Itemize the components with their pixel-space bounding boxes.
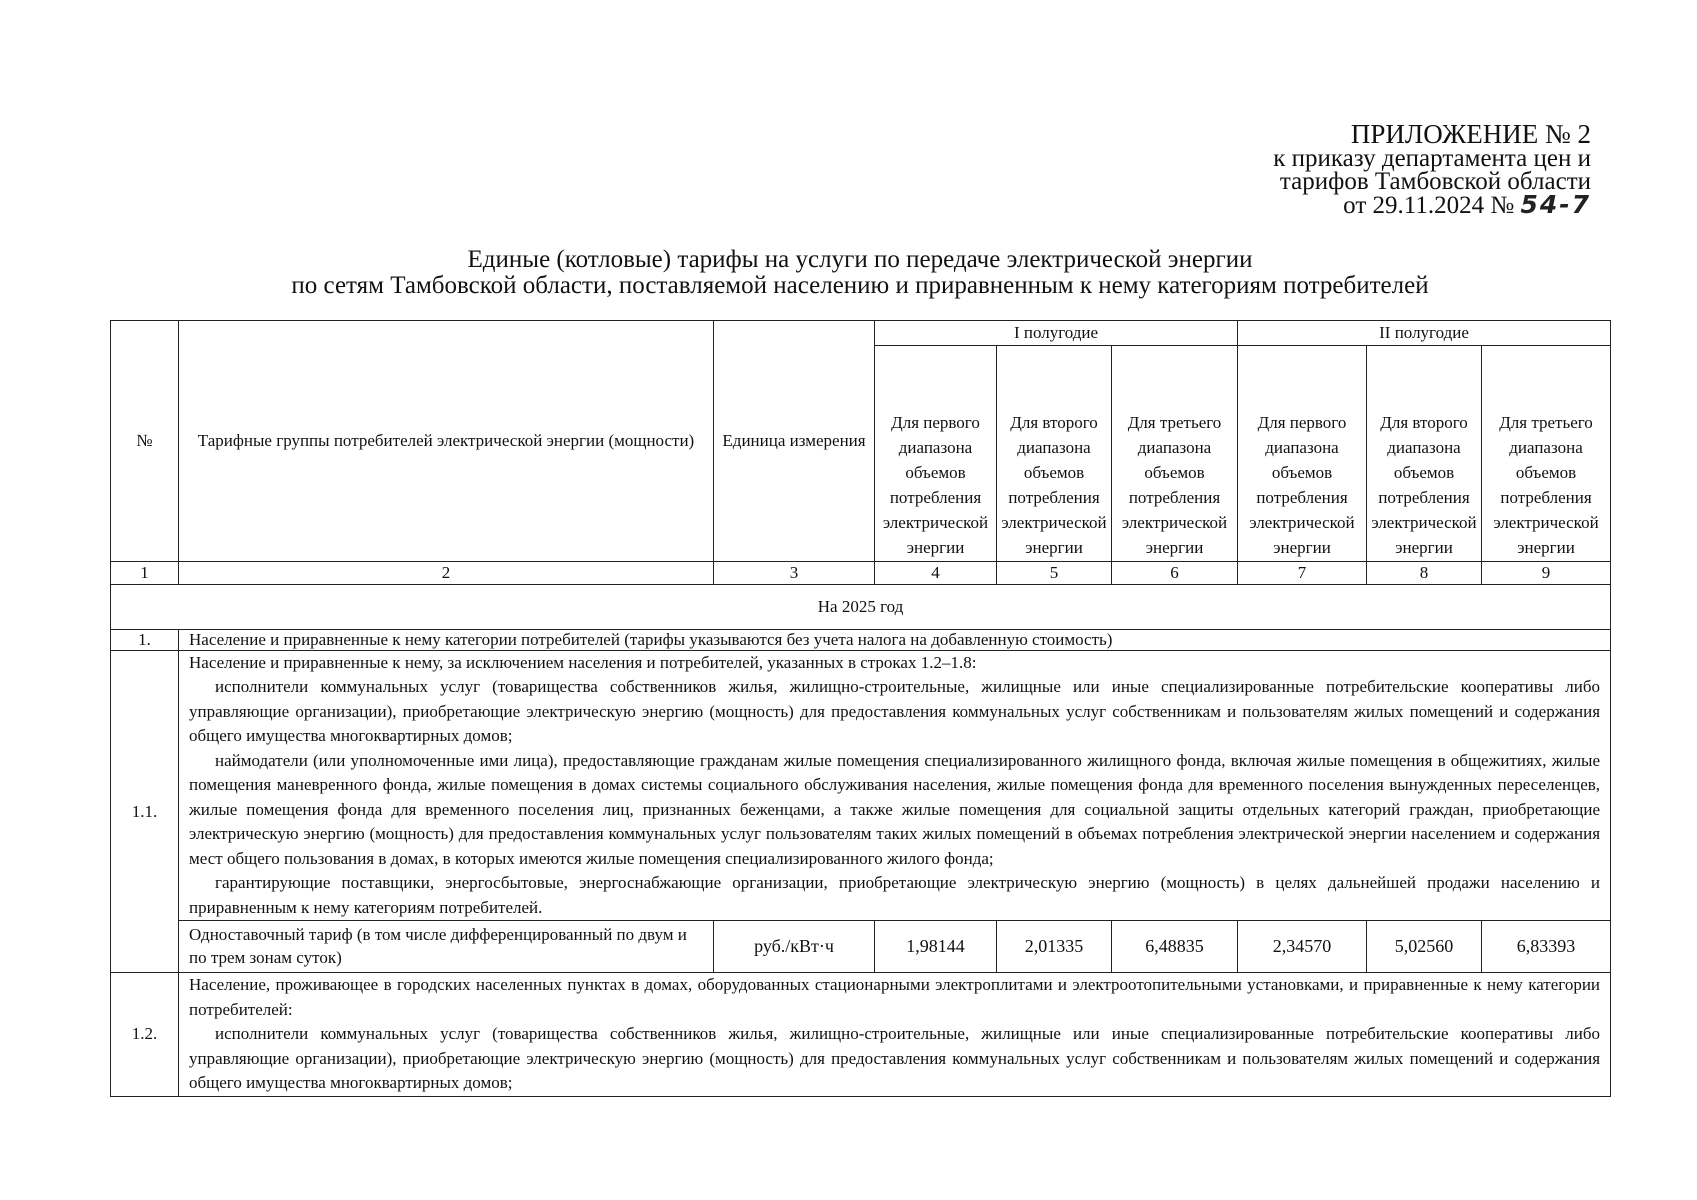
tariff-value-h2-range-3: 6,83393 — [1482, 921, 1611, 973]
tariff-value-h1-range-2: 2,01335 — [997, 921, 1112, 973]
header-h2-range-3: Для третьего диапазона объемов потребления электрической энергии — [1482, 346, 1611, 562]
annex-line-1: к приказу департамента цен и — [1273, 144, 1591, 172]
document-title — [110, 247, 1610, 299]
header-h1-range-1: Для первого диапазона объемов потребления электрической энергии — [875, 346, 997, 562]
column-number: 5 — [997, 562, 1112, 585]
column-number: 6 — [1112, 562, 1238, 585]
tariff-value-h1-range-3: 6,48835 — [1112, 921, 1238, 973]
column-number: 9 — [1482, 562, 1611, 585]
row-1-2-description — [179, 973, 1611, 1096]
header-h1-range-3: Для третьего диапазона объемов потребления электрической энергии — [1112, 346, 1238, 562]
annex-header — [1273, 119, 1591, 219]
column-number: 8 — [1367, 562, 1482, 585]
year-section-heading: На 2025 год — [111, 585, 1611, 630]
column-number: 7 — [1238, 562, 1367, 585]
row-1-1-number: 1.1. — [111, 651, 179, 973]
header-unit: Единица измерения — [714, 321, 875, 562]
annex-date-line — [1273, 189, 1591, 219]
document-title-line-2: по сетям Тамбовской области, поставляемой населению и приравненным к нему категориям потребителей — [291, 271, 1429, 299]
document-title-line-1: Единые (котловые) тарифы на услуги по передаче электрической энергии — [467, 246, 1253, 273]
header-h2-range-2: Для второго диапазона объемов потребления электрической энергии — [1367, 346, 1482, 562]
tariff-table — [110, 320, 1611, 1097]
header-h2-range-1: Для первого диапазона объемов потребления электрической энергии — [1238, 346, 1367, 562]
tariff-value-h2-range-1: 2,34570 — [1238, 921, 1367, 973]
header-h1-range-2: Для второго диапазона объемов потребления электрической энергии — [997, 346, 1112, 562]
column-number: 3 — [714, 562, 875, 585]
row-1-1-description — [179, 651, 1611, 921]
row-1-text: Население и приравненные к нему категории потребителей (тарифы указываются без учета налога на добавленную стоимость) — [179, 630, 1611, 651]
annex-title: ПРИЛОЖЕНИЕ № 2 — [1350, 119, 1591, 149]
row-1-1-paragraph-1: исполнители коммунальных услуг (товарищества собственников жилья, жилищно-строительные, жилищные или иные специализированные потребительские кооперативы либо управляющие организации), приобретающие электрическую энергию (мощность) для предоставления коммунальных услуг собственникам и пользователям жилых помещений и содержания общего имущества многоквартирных домов; — [189, 677, 1601, 746]
column-number: 2 — [179, 562, 714, 585]
row-1-number: 1. — [111, 630, 179, 651]
row-1-2-number: 1.2. — [111, 973, 179, 1096]
handwritten-order-number: 54-7 — [1520, 189, 1591, 219]
header-first-half-year: I полугодие — [875, 321, 1238, 346]
header-second-half-year: II полугодие — [1238, 321, 1611, 346]
column-numbers-row — [111, 562, 1611, 585]
header-consumer-groups: Тарифные группы потребителей электрической энергии (мощности) — [179, 321, 714, 562]
tariff-value-h2-range-2: 5,02560 — [1367, 921, 1482, 973]
tariff-unit: руб./кВт·ч — [714, 921, 875, 973]
row-1-1-paragraph-3: гарантирующие поставщики, энергосбытовые, энергоснабжающие организации, приобретающие электрическую энергию (мощность) в целях дальнейшей продажи населению и приравненным к нему категориям потребителей. — [189, 873, 1601, 917]
row-1-1-paragraph-2: наймодатели (или уполномоченные ими лица), предоставляющие гражданам жилые помещения специализированного жилищного фонда, включая жилые помещения в общежитиях, жилые помещения маневренного фонда, жилые помещения в домах системы социального обслуживания населения, жилые помещения фонда для временного поселения вынужденных переселенцев, жилые помещения фонда для временного поселения лиц, признанных беженцами, а также жилые помещения для социальной защиты отдельных категорий граждан, приобретающие электрическую энергию (мощность) для предоставления коммунальных услуг пользователям таких жилых помещений в объемах потребления электрической энергии населением и содержания мест общего пользования в домах, в которых имеются жилые помещения специализированного жилого фонда; — [189, 750, 1601, 868]
tariff-value-h1-range-1: 1,98144 — [875, 921, 997, 973]
column-number: 1 — [111, 562, 179, 585]
column-number: 4 — [875, 562, 997, 585]
tariff-label: Одноставочный тариф (в том числе дифференцированный по двум и по трем зонам суток) — [179, 921, 714, 973]
annex-line-2: тарифов Тамбовской области — [1279, 167, 1591, 195]
row-1-2-intro: Население, проживающее в городских населенных пунктах в домах, оборудованных стационарными электроплитами и электроотопительными установками, и приравненные к нему категории потребителей: — [189, 975, 1601, 1019]
annex-date: от 29.11.2024 № — [1343, 191, 1515, 219]
header-number: № — [111, 321, 179, 562]
row-1-2-paragraph-1: исполнители коммунальных услуг (товарищества собственников жилья, жилищно-строительные, жилищные или иные специализированные потребительские кооперативы либо управляющие организации), приобретающие электрическую энергию (мощность) для предоставления коммунальных услуг собственникам и пользователям жилых помещений и содержания общего имущества многоквартирных домов; — [189, 1024, 1601, 1093]
row-1-1-intro: Население и приравненные к нему, за исключением населения и потребителей, указанных в строках 1.2–1.8: — [189, 653, 977, 672]
